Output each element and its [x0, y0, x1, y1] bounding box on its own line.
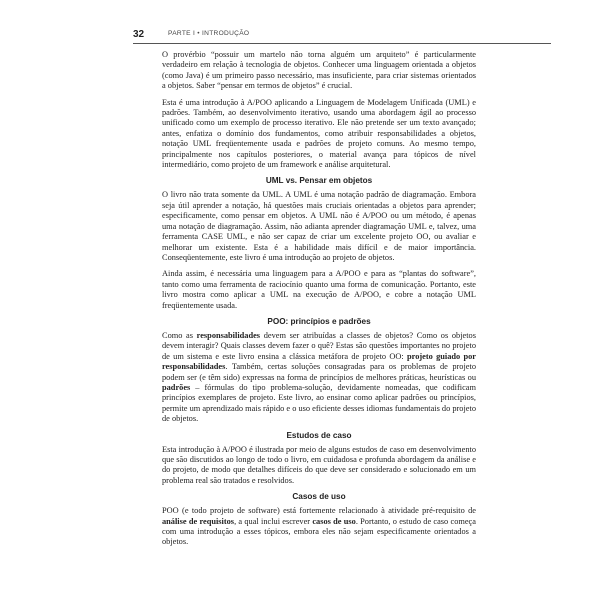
- section-heading-casos: Casos de uso: [292, 492, 346, 502]
- intro-paragraph-1: O provérbio “possuir um martelo não torna alguém um arquiteto” é particularmente verdadeiro em relação à tecnologia de objetos. Conhecer uma linguagem orientada a objetos (como Java) é um primeiro passo necessário, mas insuficiente, para criar sistemas orientados a objetos. Saber “pensar em termos de objetos” é crucial.: [162, 50, 476, 91]
- estudos-paragraph: Esta introdução à A/POO é ilustrada por meio de alguns estudos de caso em desenvolvimento que são discutidos ao longo de todo o livro, em cuidadosa e profunda abordagem da análise e do projeto, de modo que detalhes difíceis do que deve ser considerado e solucionado em um problema real são tratados e resolvidos.: [162, 444, 476, 485]
- header-rule: [133, 43, 551, 44]
- casos-text-2: , a qual inclui escrever: [234, 516, 313, 526]
- term-analise-requisitos: análise de requisitos: [162, 516, 235, 526]
- section-heading-estudos: Estudos de caso: [286, 430, 352, 440]
- poo-paragraph: [162, 331, 476, 425]
- page-number: 32: [133, 29, 145, 40]
- term-responsabilidades: responsabilidades: [196, 330, 261, 340]
- running-head: PARTE I • INTRODUÇÃO: [168, 30, 250, 37]
- uml-paragraph-2: Ainda assim, é necessária uma linguagem para a A/POO e para as “plantas do software”, tanto como uma ferramenta de raciocínio quanto uma forma de comunicação. Portanto, este livro mostra como aplicar a UML na execução de A/POO, e cobre a notação UML freqüentemente usada.: [162, 269, 476, 310]
- poo-text-4: – fórmulas do tipo problema-solução, devidamente nomeadas, que codificam princípios exemplares de projeto. Este livro, ao ensinar como aplicar padrões ou princípios, permite um aprendizado mais rápido e o uso eficiente desses idiomas fundamentais do projeto de objetos.: [162, 382, 476, 424]
- intro-paragraph-2: Esta é uma introdução à A/POO aplicando a Linguagem de Modelagem Unificada (UML) e padrões. Também, ao desenvolvimento iterativo, usando uma abordagem ágil ao processo unificado como um exemplo de processo iterativo. Ele não pretende ser um texto avançado; antes, enfatiza o domínio dos fundamentos, como atribuir responsabilidades a objetos, notação UML freqüentemente usada e padrões de projeto comuns. Ao mesmo tempo, principalmente nos capítulos posteriores, o material avança para tópicos de nível intermediário, como projeto de um framework e análise arquitetural.: [162, 97, 476, 170]
- term-projeto-guiado: projeto guiado por responsabilidades: [162, 351, 476, 372]
- page-body: [162, 50, 476, 554]
- casos-paragraph: [162, 506, 476, 548]
- poo-text-3: . Também, certas soluções consagradas para os problemas de projeto podem ser (e têm sido) expressas na forma de princípios de melhores práticas, heurísticas ou: [162, 362, 476, 382]
- term-padroes: padrões: [162, 382, 191, 392]
- casos-text-3: . Portanto, o estudo de caso começa com uma introdução a esses tópicos, embora eles não sejam especificamente orientados a objetos.: [162, 516, 476, 547]
- poo-text-1: Como as: [162, 330, 197, 340]
- section-heading-uml: UML vs. Pensar em objetos: [265, 176, 373, 186]
- term-casos-de-uso: casos de uso: [312, 516, 356, 526]
- page-header: [133, 28, 551, 48]
- uml-paragraph-1: O livro não trata somente da UML. A UML é uma notação padrão de diagramação. Embora seja útil aprender a notação, há questões mais cruciais orientadas a objetos para aprender; especificamente, como pensar em objetos. A UML não é A/POO ou um método, é apenas uma notação de diagramação. Assim, não adianta aprender diagramação UML e, talvez, uma ferramenta CASE UML, e não ser capaz de criar um excelente projeto OO, ou avaliar e melhorar um existente. Esta é a habilidade mais difícil e de maior importância. Conseqüentemente, este livro é uma introdução ao projeto de objetos.: [162, 190, 476, 262]
- casos-text-1: POO (e todo projeto de software) está fortemente relacionado à atividade pré-requisito de: [162, 506, 476, 516]
- poo-text-2: devem ser atribuídas a classes de objetos? Como os objetos devem interagir? Quais classes devem fazer o quê? Estas são questões importantes no projeto de um sistema e este livro ensina a clássica metáfora de projeto OO:: [162, 330, 476, 361]
- section-heading-poo: POO: princípios e padrões: [267, 316, 371, 326]
